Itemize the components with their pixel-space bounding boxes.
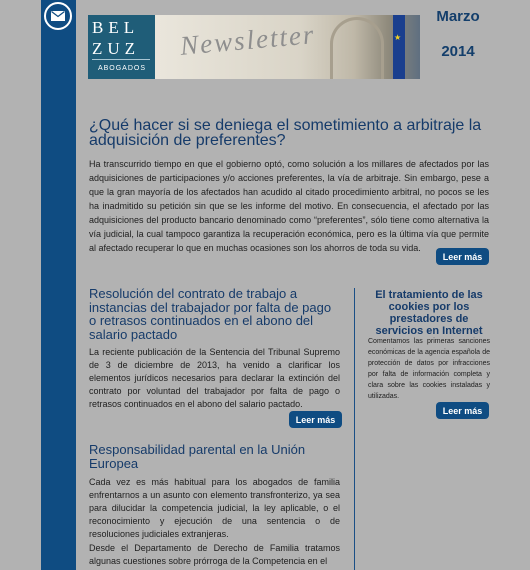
article-1-read-more-button[interactable]: Leer más	[436, 248, 489, 265]
side-article-body: Comentamos las primeras sanciones económicas de la agencia española de protección de datos por infracciones por falta de información completa y clara sobre las cookies instaladas y utilizadas.	[368, 338, 490, 400]
issue-year: 2014	[441, 43, 475, 60]
flag-star-icon: ★	[394, 33, 402, 42]
column-divider	[354, 288, 355, 570]
side-article-title[interactable]: El tratamiento de las cookies por los prestadores de servicios en Internet	[375, 289, 483, 337]
logo-line1: BEL	[92, 18, 140, 37]
issue-month: Marzo	[436, 8, 480, 25]
article-2-body: La reciente publicación de la Sentencia del Tribunal Supremo de 3 de diciembre de 2013, ha venido a clarificar los elementos jurídicos necesarios para declarar la extinción del contrato por voluntad del trabajador por falta de pago o retrasos continuados en el abono del salario pactado.	[89, 347, 340, 409]
envelope-icon	[51, 11, 65, 21]
newsletter-banner	[88, 15, 420, 79]
eu-flag-decoration	[393, 15, 405, 79]
mail-button[interactable]	[44, 2, 72, 30]
left-sidebar-bar	[41, 0, 76, 570]
article-3-body-continued: Desde el Departamento de Derecho de Familia tratamos algunas cuestiones sobre prórroga de la Competencia en el	[89, 543, 340, 566]
banner-arch-decoration	[330, 17, 384, 79]
logo-divider	[92, 59, 150, 60]
logo-line2: ZUZ	[92, 39, 141, 58]
article-1-body: Ha transcurrido tiempo en que el gobierno optó, como solución a los millares de afectados por las adquisiciones de participaciones y/o acciones preferentes, la vía de arbitraje. Sin embargo, pese a que la gran mayoría de los afectados han acudido al citado procedimiento arbitral, no pocos se les ha inadmitido su petición sin que se les informe del motivo. En consecuencia, el afectado por las adquisiciones del producto bancario denominado como “preferentes”, sólo tiene como alternativa la vía judicial, la cual tampoco garantiza la recuperación económica, pero es la última vía que permite al afectado recuperar lo que en muchas ocasiones son los ahorros de toda su vida.	[89, 159, 489, 253]
article-3-title[interactable]: Responsabilidad parental en la Unión Europea	[89, 442, 306, 471]
article-2-title[interactable]: Resolución del contrato de trabajo a instancias del trabajador por falta de pago o retrasos continuados en el abono del salario pactado	[89, 286, 332, 342]
logo	[88, 15, 155, 79]
article-1-title[interactable]: ¿Qué hacer si se deniega el sometimiento a arbitraje la adquisición de preferentes?	[89, 117, 482, 149]
article-2-read-more-button[interactable]: Leer más	[289, 411, 342, 428]
article-3-body: Cada vez es más habitual para los abogados de familia enfrentarnos a un asunto con elemento transfronterizo, ya sea para dilucidar la competencia judicial, la ley aplicable, o el reconocimiento y ejecución de una sentencia o de resoluciones judiciales extranjeras.	[89, 477, 340, 539]
banner-word: Newsletter	[178, 19, 317, 61]
logo-subtitle: ABOGADOS	[97, 65, 147, 72]
side-read-more-button[interactable]: Leer más	[436, 402, 489, 419]
